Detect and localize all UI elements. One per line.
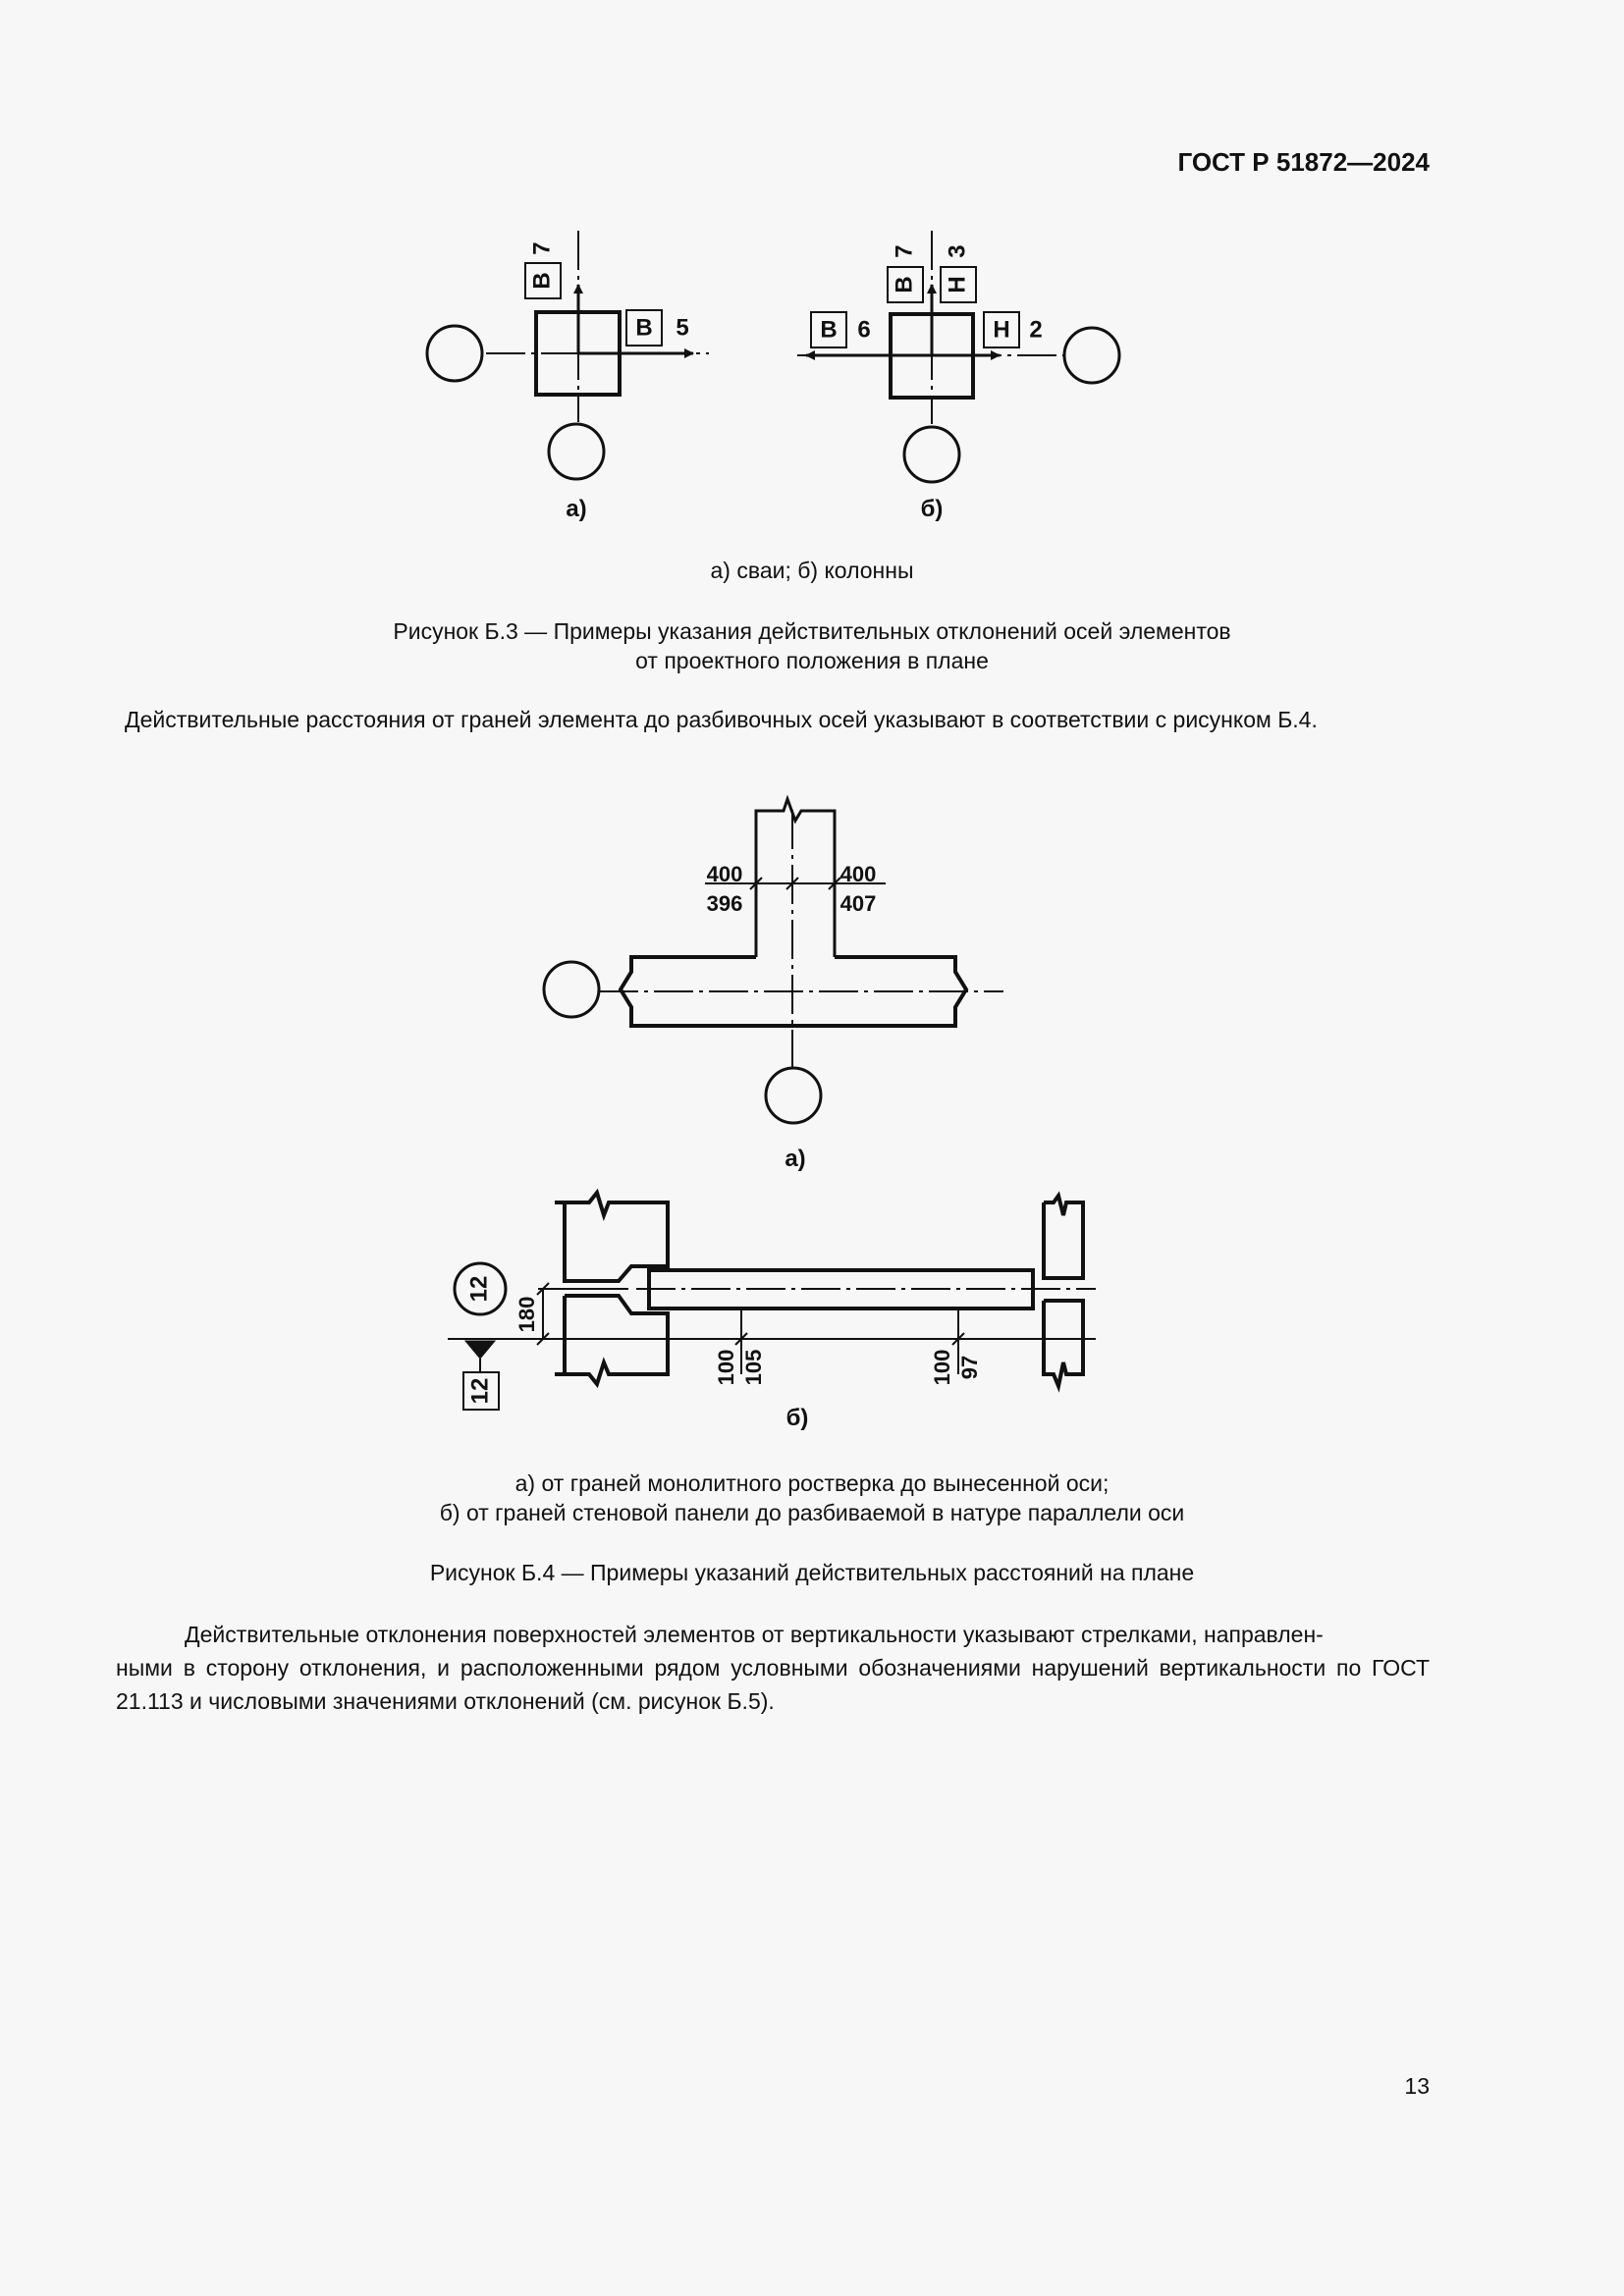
- figure-b4-a-label: а): [785, 1146, 806, 1172]
- figure-b3-caption-line2: от проектного положения в плане: [635, 648, 989, 673]
- axis-number: 12: [465, 1275, 493, 1303]
- marker-value: 5: [676, 314, 689, 342]
- figure-b4-b-label: б): [785, 1405, 809, 1431]
- elevation-number: 12: [466, 1377, 494, 1405]
- wall-outline: [1044, 1301, 1083, 1386]
- figure-b4-a: [544, 799, 1003, 1123]
- axis-bubble: [904, 427, 959, 482]
- wall-outline: [1044, 1196, 1083, 1278]
- document-number: ГОСТ Р 51872—2024: [1177, 147, 1430, 177]
- dim-left-actual: 396: [706, 891, 743, 916]
- figure-b3-a: [427, 231, 709, 479]
- marker-letter: Н: [993, 316, 1010, 344]
- wall-outline: [555, 1193, 668, 1281]
- marker-letter: В: [528, 272, 556, 290]
- dim-d2-actual: 97: [956, 1355, 982, 1380]
- figure-b4-legend-line2: б) от граней стеновой панели до разбиваемой в натуре параллели оси: [439, 1500, 1185, 1525]
- marker-value: 2: [1029, 316, 1043, 344]
- figure-b4-b: [448, 1193, 1096, 1410]
- axis-bubble: [549, 424, 604, 479]
- marker-letter: В: [891, 276, 918, 294]
- dim-vertical: 180: [514, 1296, 539, 1333]
- dim-left-design: 400: [706, 862, 743, 886]
- dim-d2-design: 100: [929, 1349, 954, 1386]
- marker-value: 7: [528, 241, 556, 255]
- figure-b3-b: [797, 231, 1119, 482]
- dim-d1-design: 100: [713, 1349, 738, 1386]
- column-outline: [756, 799, 835, 957]
- elevation-mark: [465, 1341, 495, 1359]
- dim-d1-actual: 105: [740, 1349, 766, 1386]
- page-number: 13: [1404, 2073, 1430, 2099]
- figure-b4-caption: Рисунок Б.4 — Примеры указаний действительных расстояний на плане: [429, 1560, 1195, 1585]
- marker-value: 6: [857, 316, 871, 344]
- marker-value: 7: [891, 244, 918, 258]
- paragraph-2: [116, 1618, 1430, 1718]
- axis-bubble: [544, 962, 599, 1017]
- paragraph-2-rest: ными в сторону отклонения, и расположенными рядом условными обозначениями нарушений вертикальности по ГОСТ 21.113 и числовыми значениями отклонений (см. рисунок Б.5).: [116, 1655, 1430, 1714]
- figure-b3-caption-line1: Рисунок Б.3 — Примеры указания действительных отклонений осей элементов: [393, 618, 1231, 644]
- paragraph-1: Действительные расстояния от граней элемента до разбивочных осей указывают в соответствии с рисунком Б.4.: [125, 707, 1318, 732]
- axis-bubble: [1064, 328, 1119, 383]
- marker-value: 3: [944, 244, 971, 258]
- figure-b4-legend-line1: а) от граней монолитного ростверка до вынесенной оси;: [514, 1470, 1110, 1496]
- figure-b3-a-label: а): [566, 496, 587, 522]
- marker-letter: В: [820, 316, 838, 344]
- axis-bubble: [766, 1068, 821, 1123]
- paragraph-2-line1: Действительные отклонения поверхностей элементов от вертикальности указывают стрелками, направлен-: [185, 1622, 1324, 1647]
- dim-right-actual: 407: [839, 891, 877, 916]
- figure-b3-b-label: б): [920, 496, 944, 522]
- marker-letter: В: [635, 314, 653, 342]
- dim-right-design: 400: [839, 862, 877, 886]
- marker-letter: Н: [944, 276, 971, 294]
- figure-b3-legend: а) сваи; б) колонны: [710, 558, 914, 583]
- axis-bubble: [427, 326, 482, 381]
